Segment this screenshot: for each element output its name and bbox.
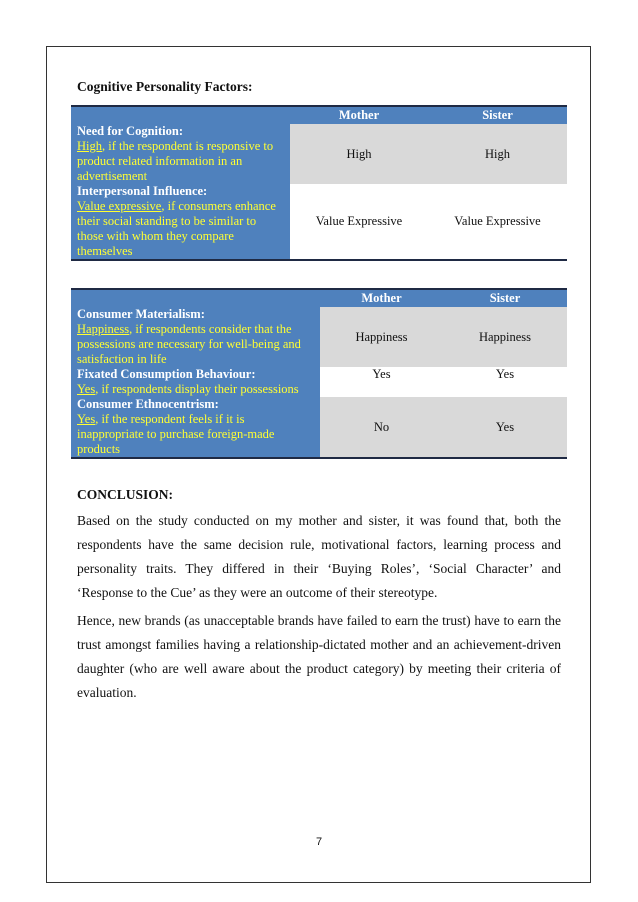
table-header-row [71,289,567,307]
sister-value: Yes [443,367,567,397]
factor-name: Fixated Consumption Behaviour: [77,367,256,381]
mother-value: High [290,124,428,184]
factor-name: Consumer Ethnocentrism: [77,397,219,411]
mother-value: Yes [320,367,443,397]
factor-desc-rest: , if respondents display their possessions [95,382,299,396]
factor-description [77,199,284,259]
sister-value: Yes [443,397,567,458]
header-mother: Mother [320,289,443,307]
factor-cell [71,184,290,260]
factor-cell [71,397,320,458]
header-sister: Sister [428,106,567,124]
consumer-factors-table [71,288,567,459]
factor-key: Value expressive [77,199,162,213]
factor-key: High [77,139,102,153]
table-row [71,397,567,458]
factor-desc-rest: , if respondents consider that the possessions are necessary for well-being and satisfaction in life [77,322,301,366]
factor-key: Yes [77,382,96,396]
mother-value: Happiness [320,307,443,367]
conclusion-paragraph-2: Hence, new brands (as unacceptable brands have failed to earn the trust) have to earn the trust amongst families having a relationship-dictated mother and an achievement-driven daughter (who are well aware about the product category) by meeting their criteria of evaluation. [77,613,561,700]
factor-description [77,412,314,457]
factor-name: Need for Cognition: [77,124,184,138]
table-row [71,307,567,367]
factor-desc-rest: , if consumers enhance their social standing to be similar to those with whom they compare themselves [77,199,276,258]
mother-value: Value Expressive [290,184,428,260]
conclusion-paragraph-1: Based on the study conducted on my mother and sister, it was found that, both the respondents have the same decision rule, motivational factors, learning process and personality traits. They differed in their ‘Buying Roles’, ‘Social Character’ and ‘Response to the Cue’ as they were an outcome of their stereotype. [77,513,561,600]
header-blank [71,106,290,124]
factor-key: Happiness [77,322,130,336]
header-blank [71,289,320,307]
factor-cell [71,367,320,397]
table-header-row [71,106,567,124]
conclusion-title: CONCLUSION: [77,487,174,502]
factor-key: Yes [77,412,96,426]
factor-description [77,322,314,367]
factor-cell [71,307,320,367]
header-sister: Sister [443,289,567,307]
factor-desc-rest: , if the respondent is responsive to product related information in an advertisement [77,139,274,183]
factor-name: Consumer Materialism: [77,307,205,321]
sister-value: Happiness [443,307,567,367]
factor-desc-rest: , if the respondent feels if it is inappropriate to purchase foreign-made products [77,412,275,456]
factor-name: Interpersonal Influence: [77,184,208,198]
table-row [71,367,567,397]
header-mother: Mother [290,106,428,124]
sister-value: Value Expressive [428,184,567,260]
cognitive-heading: Cognitive Personality Factors: [77,79,253,94]
factor-description [77,382,314,397]
table-row [71,124,567,184]
sister-value: High [428,124,567,184]
page-number: 7 [315,836,323,848]
table-row [71,184,567,260]
factor-description [77,139,284,184]
cognitive-factors-table [71,105,567,261]
factor-cell [71,124,290,184]
mother-value: No [320,397,443,458]
